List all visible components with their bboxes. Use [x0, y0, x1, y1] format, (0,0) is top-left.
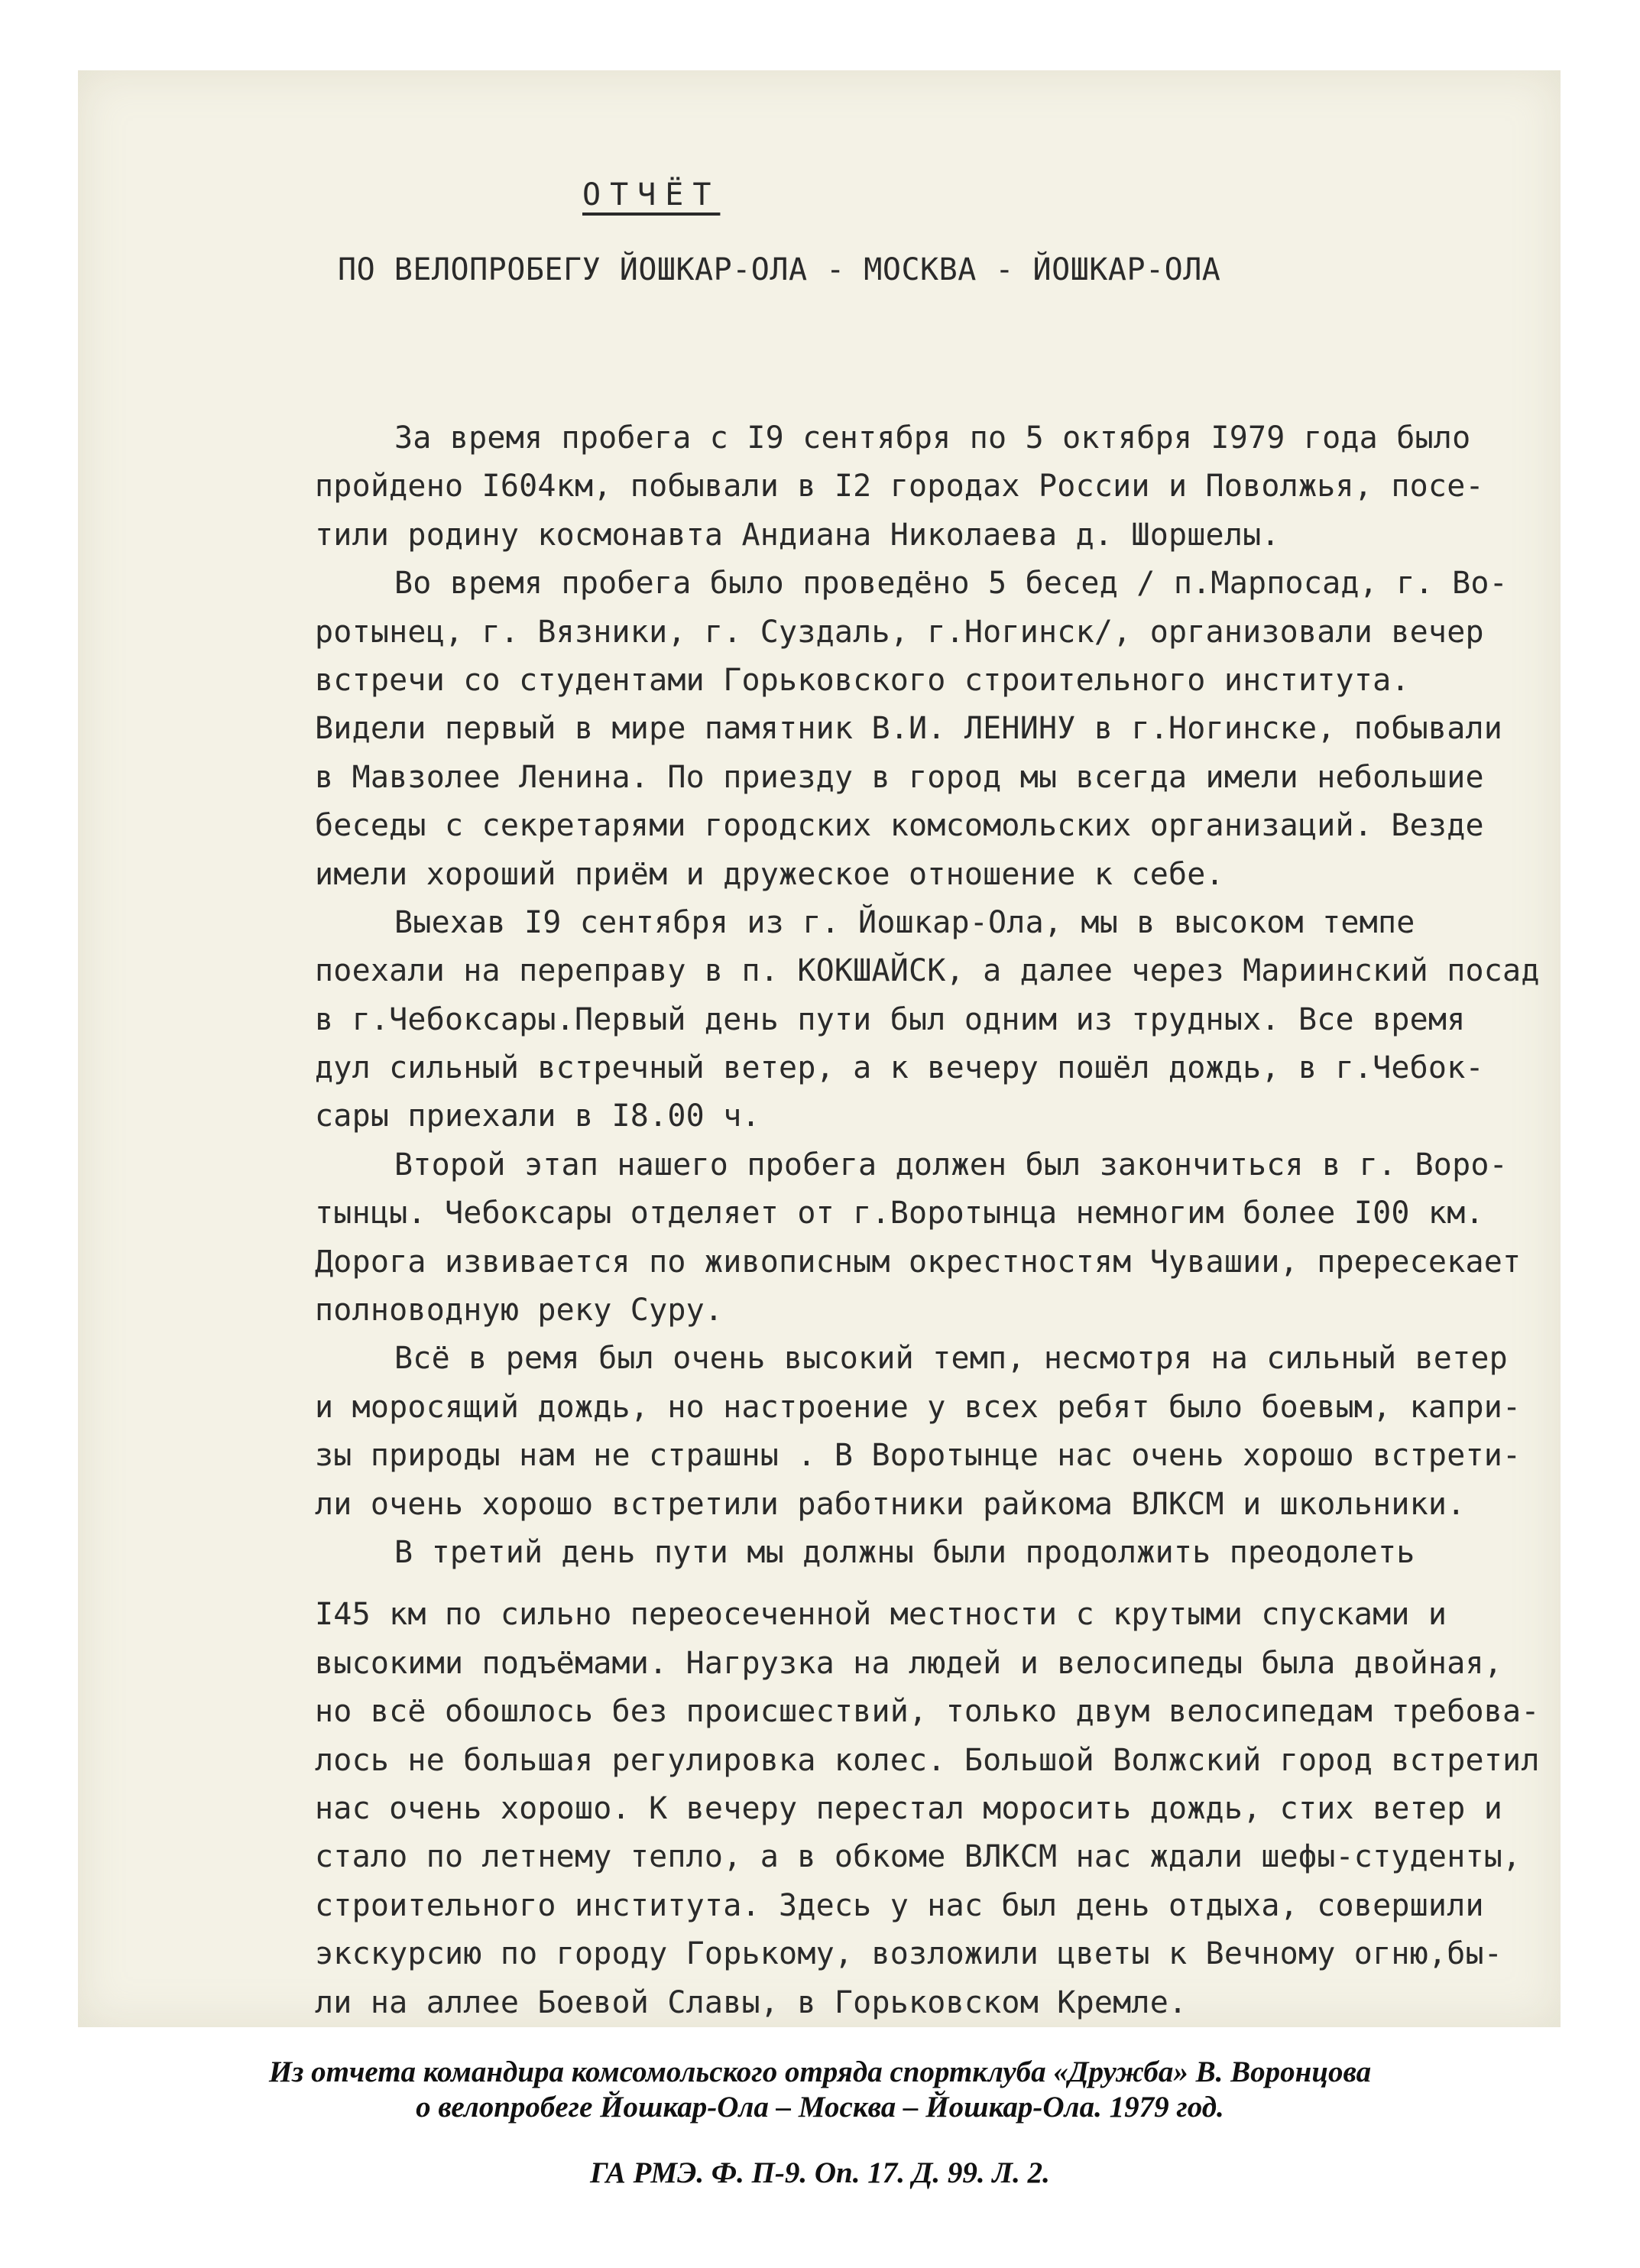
text-line: Второй этап нашего пробега должен был закончиться в г. Воро- — [394, 1147, 1508, 1183]
document-body — [315, 414, 1629, 2027]
text-line: нас очень хорошо. К вечеру перестал моросить дождь, стих ветер и — [315, 1790, 1503, 1826]
text-line: Всё в ремя был очень высокий темп, несмотря на сильный ветер — [394, 1341, 1508, 1377]
caption-line-1: Из отчета командира комсомольского отряда спортклуба «Дружба» В. Воронцова — [268, 2055, 1372, 2088]
text-line: зы природы нам не страшны . В Воротынце нас очень хорошо встрети- — [315, 1438, 1522, 1474]
text-line: пройдено I604км, побывали в I2 городах России и Поволжья, посе- — [315, 469, 1484, 505]
text-line: беседы с секретарями городских комсомольских организаций. Везде — [315, 808, 1484, 844]
text-line: стало по летнему тепло, а в обкоме ВЛКСМ нас ждали шефы-студенты, — [315, 1839, 1522, 1875]
text-line: Во время пробега было проведёно 5 бесед / п.Марпосад, г. Во- — [394, 566, 1508, 602]
document-sheet — [78, 70, 1561, 2027]
text-line: тили родину космонавта Андиана Николаева д. Шоршелы. — [315, 517, 1280, 553]
text-line: Видели первый в мире памятник В.И. ЛЕНИНУ в г.Ногинске, побывали — [315, 711, 1503, 747]
caption-line-2: о велопробеге Йошкар-Ола – Москва – Йошкар-Ола. 1979 год. — [416, 2091, 1224, 2124]
text-line: полноводную реку Суру. — [315, 1293, 724, 1329]
text-line: поехали на переправу в п. КОКШАЙСК, а далее через Мариинский посад — [315, 953, 1540, 989]
text-line: встречи со студентами Горьковского строительного института. — [315, 662, 1410, 698]
text-line: высокими подъёмами. Нагрузка на людей и велосипеды была двойная, — [315, 1645, 1503, 1681]
text-line: дул сильный встречный ветер, а к вечеру пошёл дождь, в г.Чебок- — [315, 1050, 1484, 1086]
text-line: лось не большая регулировка колес. Большой Волжский город встретил — [315, 1742, 1540, 1778]
text-line: тынцы. Чебоксары отделяет от г.Воротынца немногим более I00 км. — [315, 1196, 1484, 1231]
text-line: За время пробега с I9 сентября по 5 октября I979 года было — [394, 420, 1471, 456]
text-line: Выехав I9 сентября из г. Йошкар-Ола, мы в высоком темпе — [394, 904, 1415, 940]
document-title: ОТЧЁТ — [582, 177, 721, 213]
document-subtitle: ПО ВЕЛОПРОБЕГУ ЙОШКАР-ОЛА - МОСКВА - ЙОШКАР-ОЛА — [338, 252, 1221, 287]
text-line: ли очень хорошо встретили работники райкома ВЛКСМ и школьники. — [315, 1486, 1466, 1522]
text-line: Дорога извивается по живописным окрестностям Чувашии, прересекает — [315, 1244, 1522, 1280]
text-line: но всё обошлось без происшествий, только двум велосипедам требова- — [315, 1694, 1540, 1730]
text-line: имели хороший приём и дружеское отношение к себе. — [315, 856, 1224, 892]
text-line: I45 км по сильно переосеченной местности с крутыми спусками и — [315, 1597, 1447, 1633]
text-line: ли на аллее Боевой Славы, в Горьковском Кремле. — [315, 1984, 1188, 2020]
text-line: в г.Чебоксары.Пeрвый день пути был одним из трудных. Все время — [315, 1001, 1466, 1037]
text-line: В третий день пути мы должны были продолжить преодолеть — [394, 1534, 1415, 1570]
text-line: и моросящий дождь, но настроение у всех ребят было боевым, капри- — [315, 1389, 1522, 1425]
text-line: ротынец, г. Вязники, г. Суздаль, г.Ногинск/, организовали вечер — [315, 614, 1484, 650]
text-line: в Мавзолее Ленина. По приезду в город мы всегда имели небольшие — [315, 759, 1484, 795]
text-line: строительного института. Здесь у нас был день отдыха, совершили — [315, 1887, 1484, 1923]
text-line: экскурсию по городу Горькому, возложили цветы к Вечному огню,бы- — [315, 1936, 1503, 1972]
text-line: сары приехали в I8.00 ч. — [315, 1098, 760, 1134]
archive-reference: ГА РМЭ. Ф. П-9. Оп. 17. Д. 99. Л. 2. — [590, 2156, 1050, 2189]
